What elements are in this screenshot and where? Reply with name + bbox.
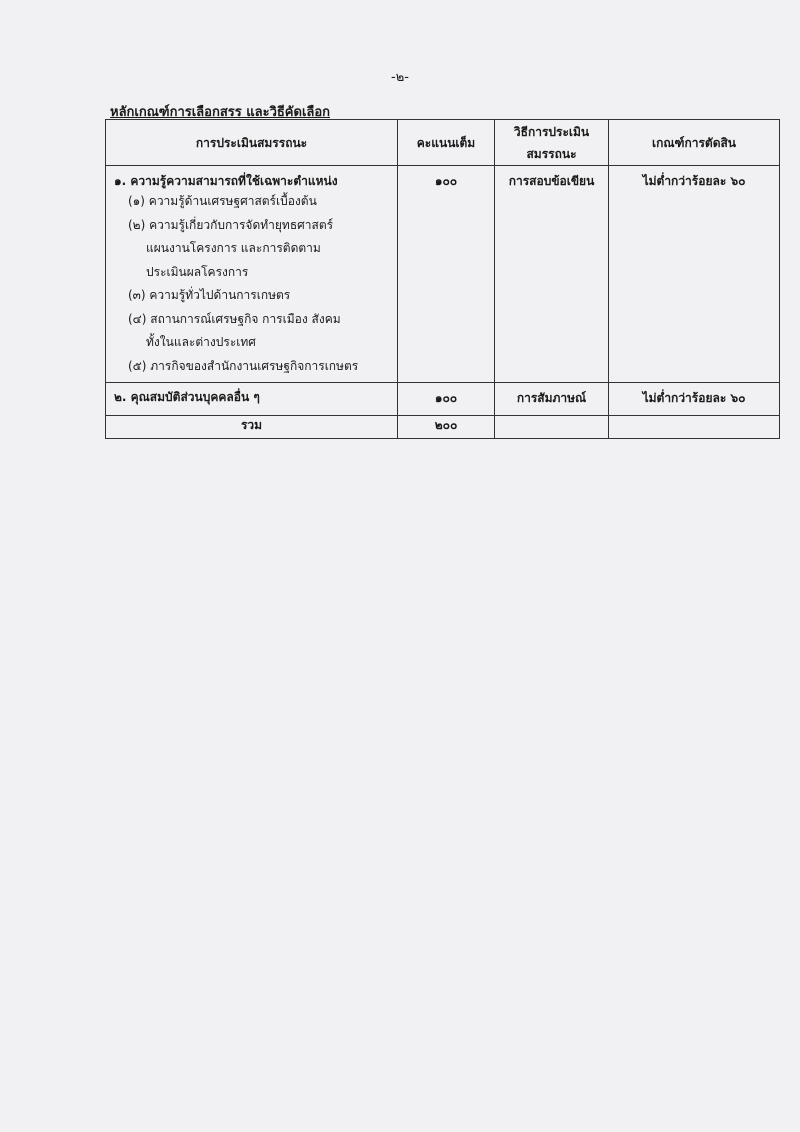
sub-item-continuation: ประเมินผลโครงการ [146, 264, 249, 279]
empty-cell [495, 416, 609, 439]
competency-cell [106, 166, 398, 383]
table-row [106, 166, 780, 383]
score-cell: ๑๐๐ [398, 383, 495, 416]
table-header-row [106, 120, 780, 166]
score-cell: ๑๐๐ [398, 166, 495, 383]
sub-item: (๔) สถานการณ์เศรษฐกิจ การเมือง สังคม [128, 311, 341, 326]
header-competency: การประเมินสมรรถนะ [106, 120, 398, 166]
page-number: -๒- [391, 70, 409, 85]
sub-item: (๓) ความรู้ทั่วไปด้านการเกษตร [128, 288, 291, 302]
method-cell: การสัมภาษณ์ [495, 383, 609, 416]
selection-criteria-table [105, 119, 780, 439]
table-caption: หลักเกณฑ์การเลือกสรร และวิธีคัดเลือก [110, 105, 331, 120]
header-full-score: คะแนนเต็ม [398, 120, 495, 166]
competency-cell [106, 383, 398, 416]
item-title: ๒. คุณสมบัติส่วนบุคคลอื่น ๆ [114, 390, 260, 404]
header-method: วิธีการประเมิน สมรรถนะ [495, 120, 609, 166]
sub-item: (๑) ความรู้ด้านเศรษฐศาสตร์เบื้องต้น [128, 194, 317, 208]
method-cell: การสอบข้อเขียน [495, 166, 609, 383]
total-score: ๒๐๐ [398, 416, 495, 439]
criteria-cell: ไม่ต่ำกว่าร้อยละ ๖๐ [609, 383, 780, 416]
total-label: รวม [106, 416, 398, 439]
item-title: ๑. ความรู้ความสามารถที่ใช้เฉพาะตำแหน่ง [114, 174, 338, 188]
header-criteria: เกณฑ์การตัดสิน [609, 120, 780, 166]
total-row [106, 416, 780, 439]
sub-item: (๒) ความรู้เกี่ยวกับการจัดทำยุทธศาสตร์ [128, 217, 334, 232]
sub-item-list [106, 190, 397, 382]
sub-item-continuation: ทั้งในและต่างประเทศ [146, 335, 256, 349]
empty-cell [609, 416, 780, 439]
criteria-cell: ไม่ต่ำกว่าร้อยละ ๖๐ [609, 166, 780, 383]
sub-item: (๕) ภารกิจของสำนักงานเศรษฐกิจการเกษตร [128, 358, 359, 373]
sub-item-continuation: แผนงานโครงการ และการติดตาม [146, 241, 321, 255]
table-row [106, 383, 780, 416]
